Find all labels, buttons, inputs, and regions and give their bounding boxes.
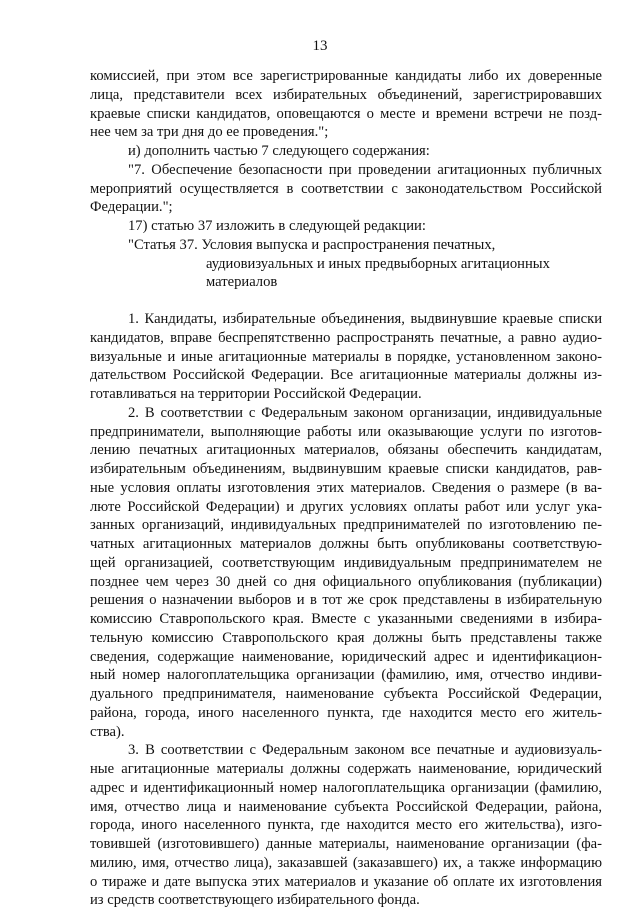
text-line: чатных агитационных материалов должны быть опубликованы соответствую- (90, 536, 602, 552)
text-line: милию, имя, отчество лица), заказавшей (заказавшего) их, а также информацию (90, 854, 602, 871)
text-line: люте Российской Федерации) и других условиях оплаты работ или услуг ука- (90, 498, 602, 515)
text-line: позднее чем через 30 дней со дня официального опубликования (публикации) (90, 573, 602, 590)
text-line: "7. Обеспечение безопасности при проведении агитационных публичных (128, 161, 602, 178)
text-line: комиссию Ставропольского края. Вместе с указанными сведениями в избира- (90, 611, 602, 627)
text-line: района, города, иного населенного пункта, где находится место его житель- (90, 704, 602, 721)
text-line: о тираже и дате выпуска этих материалов и указание об оплате их изготовления (90, 873, 602, 890)
text-line: дуального предпринимателя, наименование субъекта Российской Федерации, (90, 686, 602, 702)
text-line: лению печатных агитационных материалов, обязаны обеспечить кандидатам, (90, 442, 602, 459)
text-line: дательством Российской Федерации. Все агитационные материалы должны из- (90, 367, 602, 384)
text-line: готавливаться на территории Российской Федерации. (90, 386, 422, 402)
text-line: кандидатов, вправе беспрепятственно распространять печатные, а равно аудио- (90, 329, 602, 346)
text-line: и) дополнить частью 7 следующего содержания: (128, 143, 430, 159)
text-line: 1. Кандидаты, избирательные объединения, выдвинувшие краевые списки (128, 311, 602, 327)
text-line: краевые списки кандидатов, оповещаются о месте и времени встречи не позд- (90, 105, 602, 122)
paragraph-gap (90, 292, 602, 310)
text-line: ные агитационные материалы должны содержать наименование, юридический (90, 761, 602, 777)
text-line: нее чем за три дня до ее проведения."; (90, 124, 329, 141)
text-line: аудиовизуальных и иных предвыборных агитационных (206, 255, 550, 272)
text-line: материалов (206, 274, 278, 291)
text-line: из средств соответствующего избирательного фонда. (90, 892, 420, 909)
text-line: комиссией, при этом все зарегистрированные кандидаты либо их доверенные (90, 68, 602, 84)
text-line: щей организацией, соответствующим индивидуальным предпринимателем не (90, 554, 602, 571)
text-line: ные условия оплаты изготовления этих материалов. Сведения о размере (в ва- (90, 479, 602, 496)
page-number: 13 (312, 38, 328, 54)
text-line: города, иного населенного пункта, где находится место его жительства), изго- (90, 817, 602, 834)
text-line: мероприятий осуществляется в соответствии с законодательством Российской (90, 180, 602, 197)
text-line: предприниматели, выполняющие работы или оказывающие услуги по изготов- (90, 423, 602, 440)
text-line: ный номер налогоплательщика организации (фамилию, имя, отчество индиви- (90, 667, 602, 684)
text-line: адрес и идентификационный номер налогоплательщика организации (фамилию, (90, 779, 602, 796)
text-line: 3. В соответствии с Федеральным законом все печатные и аудиовизуаль- (128, 742, 602, 759)
text-line: тельную комиссию Ставропольского края должны быть представлены также (90, 629, 602, 646)
text-line: товившей (изготовившего) данные материалы, наименование организации (фа- (90, 836, 602, 852)
text-line: 2. В соответствии с Федеральным законом организации, индивидуальные (128, 404, 602, 421)
text-line: Федерации."; (90, 199, 173, 216)
text-line: решения о назначении выборов и в тот же срок представлены в избирательную (90, 592, 602, 609)
text-line: "Статья 37. Условия выпуска и распространения печатных, (128, 236, 496, 253)
text-line: 17) статью 37 изложить в следующей редакции: (128, 218, 426, 234)
text-line: лица, представители всех избирательных объединений, зарегистрировавших (90, 86, 602, 103)
text-line: избирательным объединениям, выдвинувшим краевые списки кандидатов, рав- (90, 461, 602, 477)
text-line: занных организаций, индивидуальных предпринимателей по изготовлению пе- (90, 517, 602, 534)
text-line: ства). (90, 723, 125, 740)
text-line: визуальные и иные агитационные материалы в порядке, установленном законо- (90, 348, 602, 365)
document-body (90, 67, 602, 910)
text-line: сведения, содержащие наименование, юридический адрес и идентификацион- (90, 648, 602, 665)
text-line: имя, отчество лица и наименование субъекта Российской Федерации, района, (90, 798, 602, 815)
